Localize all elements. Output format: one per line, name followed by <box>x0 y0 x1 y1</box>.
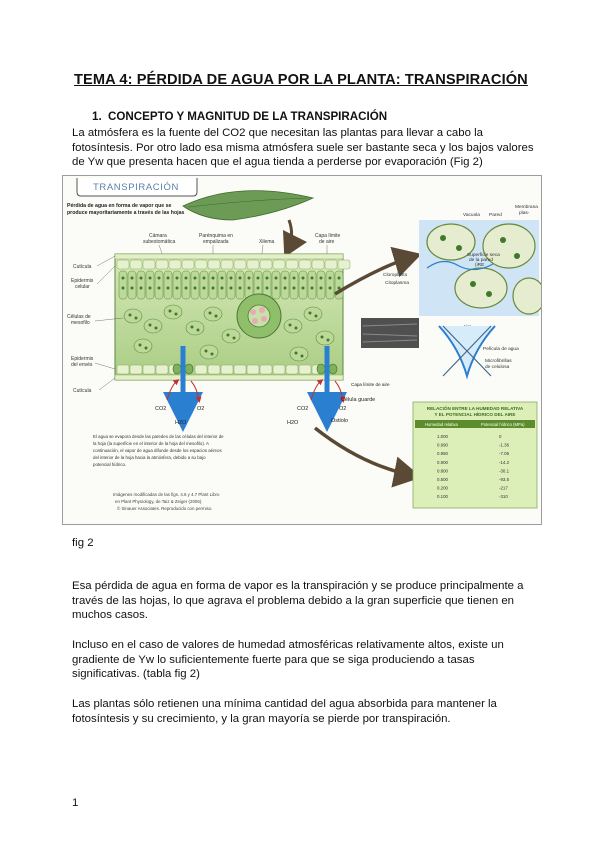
label-microfibrillas: de celulosa <box>485 365 510 370</box>
epidermis-cell <box>208 365 220 374</box>
table-cell-potential: -30.1 <box>499 468 510 474</box>
label-epidermis: celular <box>75 284 90 290</box>
epidermis-cell <box>156 365 168 374</box>
label-camara: Cámara <box>149 233 167 239</box>
body-line: significativas. (tabla fig 2) <box>72 668 200 681</box>
epidermis-cell <box>195 260 207 269</box>
table-cell-potential: -217 <box>499 485 508 491</box>
table-cell-humidity: 0.800 <box>437 468 448 474</box>
body-line: gradiente de Yw lo suficientemente fuerte para que se siga produciendo a tasas <box>72 653 475 666</box>
banner <box>77 178 197 196</box>
label-vacuola: Vacuola <box>463 213 480 218</box>
epidermis-cell <box>286 365 298 374</box>
epidermis-cell <box>221 365 233 374</box>
label-celula-guarde: Célula guarde <box>341 397 376 403</box>
spongy-cell <box>304 307 322 321</box>
epidermis-cell <box>130 260 142 269</box>
page-title: TEMA 4: PÉRDIDA DE AGUA POR LA PLANTA: TRANSPIRACIÓN <box>74 72 528 88</box>
label-co2: CO2 <box>297 406 309 412</box>
table-cell-humidity: 0.200 <box>437 485 448 491</box>
section-number: 1. <box>92 110 102 123</box>
banner-title: TRANSPIRACIÓN <box>93 182 179 193</box>
palisade-cell <box>218 271 226 299</box>
leaf-cross-section <box>115 254 350 380</box>
table-cell-humidity: 0.900 <box>437 459 448 465</box>
label-membrana: plas- <box>519 211 530 216</box>
epidermis-cell <box>325 260 337 269</box>
guard-cell <box>329 364 337 374</box>
epidermis-cell <box>299 365 311 374</box>
spongy-cell <box>186 321 204 335</box>
palisade-cell <box>317 271 325 299</box>
epidermis-cell <box>208 260 220 269</box>
epidermis-cell <box>260 260 272 269</box>
spongy-cell <box>290 347 308 361</box>
top-labels <box>143 233 341 245</box>
body-line: fotosíntesis y su crecimiento, y la gran mayoría se pierde por transpiración. <box>72 712 451 725</box>
palisade-cell <box>272 271 280 299</box>
palisade-cell <box>155 271 163 299</box>
palisade-cell <box>137 271 145 299</box>
epidermis-cell <box>143 365 155 374</box>
table-cell-humidity: 0.990 <box>437 442 448 448</box>
micrograph-image <box>361 318 419 348</box>
epidermis-cell <box>273 260 285 269</box>
palisade-cell <box>191 271 199 299</box>
label-h2o: H2O <box>175 420 187 426</box>
table-cell-potential: -93.5 <box>499 477 510 482</box>
table-cell-humidity: 0.500 <box>437 477 448 482</box>
body-line: Incluso en el caso de valores de humedad atmosféricas relativamente altos, existe un <box>72 639 504 651</box>
spongy-cell <box>204 307 222 321</box>
intro-line: fotosíntesis. Por otro lado esa misma atmósfera suele ser bastante seca y los bajos valores <box>72 141 534 154</box>
epidermis-cell <box>286 260 298 269</box>
epidermis-cell <box>312 260 324 269</box>
label-capa: Capa límite <box>315 233 341 239</box>
palisade-cell <box>182 271 190 299</box>
intro-line: La atmósfera es la fuente del CO2 que necesitan las plantas para llevar a cabo la <box>72 127 483 139</box>
label-superficie: (iRE <box>475 263 485 268</box>
label-xilema: Xilema <box>259 239 275 245</box>
palisade-cell <box>236 271 244 299</box>
spongy-cell <box>284 319 302 333</box>
label-capa-limite: Capa límite de aire <box>351 382 390 387</box>
description-line: continuación, el vapor de agua difunde desde los espacios aéreos <box>93 448 222 453</box>
palisade-cell <box>200 271 208 299</box>
body-line: Las plantas sólo retienen una mínima cantidad del agua absorbida para mantener la <box>72 698 497 710</box>
palisade-cell <box>209 271 217 299</box>
table-cell-potential: -7.06 <box>499 451 510 457</box>
epidermis-cell <box>195 365 207 374</box>
epidermis-cell <box>169 260 181 269</box>
label-mesofilo: Células de <box>67 314 91 320</box>
label-epidermis-inf: Epidermis <box>71 356 94 362</box>
body-line: través de las hojas, lo que agrava el problema debido a la gran superficie que tienen en <box>72 594 514 607</box>
epidermis-cell <box>117 260 129 269</box>
label-mesofilo: mesofilo <box>71 320 90 326</box>
palisade-cell <box>308 271 316 299</box>
guard-cell <box>317 364 325 374</box>
description-line: del interior de la hoja hacia la atmósfera, debido a su bajo <box>93 455 206 460</box>
spongy-cell <box>144 319 162 333</box>
table-cell-potential: -310 <box>499 494 508 500</box>
label-superficie: Superficie seca <box>467 253 500 258</box>
label-parenquima: empalizada <box>203 239 229 245</box>
guard-cell <box>185 364 193 374</box>
epidermis-cell <box>299 260 311 269</box>
body-line: Esa pérdida de agua en forma de vapor es la transpiración y se produce principalmente a <box>72 580 524 592</box>
description-line: potencial hídrico. <box>93 462 127 467</box>
label-microfibrillas: Microfibrillas <box>485 359 512 364</box>
epidermis-cell <box>182 260 194 269</box>
palisade-cell <box>128 271 136 299</box>
table-cell-humidity: 1.000 <box>437 434 448 439</box>
spongy-cell <box>124 309 142 323</box>
palisade-cell <box>227 271 235 299</box>
epidermis-cell <box>156 260 168 269</box>
figure-caption: fig 2 <box>72 537 94 549</box>
figure-subtitle: produce mayoritariamente a través de las hojas <box>67 210 185 216</box>
body-line: muchos casos. <box>72 609 148 622</box>
description-line: la hoja (la superficie en el interior de la hoja del mesofilo). A <box>93 441 209 446</box>
description-line: El agua se evapora desde las paredes de las células del interior de <box>93 434 224 439</box>
table-cell-potential: -1.36 <box>499 442 510 448</box>
gas-labels <box>155 382 390 426</box>
label-pelicula: Película de agua <box>483 347 519 352</box>
epidermis-cell <box>130 365 142 374</box>
label-co2: CO2 <box>155 406 167 412</box>
table-cell-potential: -14.2 <box>499 459 510 465</box>
label-capa: de aire <box>319 239 335 245</box>
humidity-table <box>413 402 537 508</box>
label-h2o: H2O <box>287 420 299 426</box>
epidermis-cell <box>247 260 259 269</box>
credit-line: en Plant Physiology, de Taiz & Zeiger (2006). <box>115 499 203 504</box>
palisade-cell <box>146 271 154 299</box>
figure-illustration <box>63 176 541 524</box>
epidermis-cell <box>221 260 233 269</box>
palisade-cell <box>164 271 172 299</box>
left-labels <box>67 264 94 394</box>
label-ostiolo: Ostiolo <box>331 418 349 424</box>
palisade-cell <box>326 271 334 299</box>
epidermis-cell <box>234 260 246 269</box>
spongy-cell <box>134 339 152 353</box>
label-pared: Pared <box>489 213 502 218</box>
transpiration-figure <box>62 175 542 525</box>
label-epidermis: Epidermis <box>71 278 94 284</box>
label-parenquima: Parénquima en <box>199 233 233 239</box>
table-header: Potencial hídrico (MPa) <box>481 422 525 427</box>
section-title: CONCEPTO Y MAGNITUD DE LA TRANSPIRACIÓN <box>108 110 388 123</box>
label-membrana: Membrana <box>515 205 538 210</box>
label-epidermis-inf: del envés <box>71 362 93 368</box>
table-title: RELACIÓN ENTRE LA HUMEDAD RELATIVA <box>426 406 524 411</box>
credit-line: Imágenes modificadas de las figs. 4.6 y 4.7 Plant Libro <box>113 492 220 497</box>
cell-detail-panel <box>419 220 541 316</box>
epidermis-cell <box>117 365 129 374</box>
label-cloroplasto: Cloroplasto <box>383 273 408 278</box>
body-paragraph <box>72 638 542 682</box>
figure-subtitle: Pérdida de agua en forma de vapor que se <box>67 203 172 209</box>
table-cell-humidity: 0.950 <box>437 451 448 457</box>
palisade-cell <box>173 271 181 299</box>
table-title: Y EL POTENCIAL HÍDRICO DEL AIRE <box>434 412 516 417</box>
body-paragraph <box>72 579 542 623</box>
label-citoplasma: Citoplasma <box>385 281 409 286</box>
table-header: Humedad relativa <box>425 422 458 427</box>
guard-cell <box>173 364 181 374</box>
spongy-cell <box>200 345 218 359</box>
label-camara: subestomática <box>143 239 176 245</box>
epidermis-cell <box>260 365 272 374</box>
label-o2: O2 <box>339 406 347 412</box>
label-cuticula: Cutícula <box>73 388 92 394</box>
page-number: 1 <box>72 797 79 809</box>
epidermis-cell <box>234 365 246 374</box>
spongy-cell <box>222 329 240 343</box>
figure-description <box>93 434 224 467</box>
section-heading <box>92 110 387 123</box>
epidermis-cell <box>273 365 285 374</box>
spongy-cell <box>316 331 334 345</box>
table-cell-potential: 0 <box>499 434 502 439</box>
palisade-cell <box>299 271 307 299</box>
palisade-cell <box>119 271 127 299</box>
intro-line: de Yw que presenta hacen que el agua tienda a perderse por evaporación (Fig 2) <box>72 156 483 169</box>
palisade-cell <box>290 271 298 299</box>
credit-line: © Sinauer Associates. Reproducido con permiso. <box>117 506 213 511</box>
epidermis-cell <box>338 260 350 269</box>
intro-paragraph <box>72 126 542 170</box>
spongy-cell <box>164 305 182 319</box>
label-cuticula: Cutícula <box>73 264 92 270</box>
palisade-cell <box>281 271 289 299</box>
table-cell-humidity: 0.100 <box>437 494 448 500</box>
epidermis-cell <box>143 260 155 269</box>
body-paragraph <box>72 697 542 726</box>
label-o2: O2 <box>197 406 205 412</box>
label-superficie: de la pared <box>469 258 494 263</box>
epidermis-cell <box>247 365 259 374</box>
figure-credit <box>113 492 220 511</box>
